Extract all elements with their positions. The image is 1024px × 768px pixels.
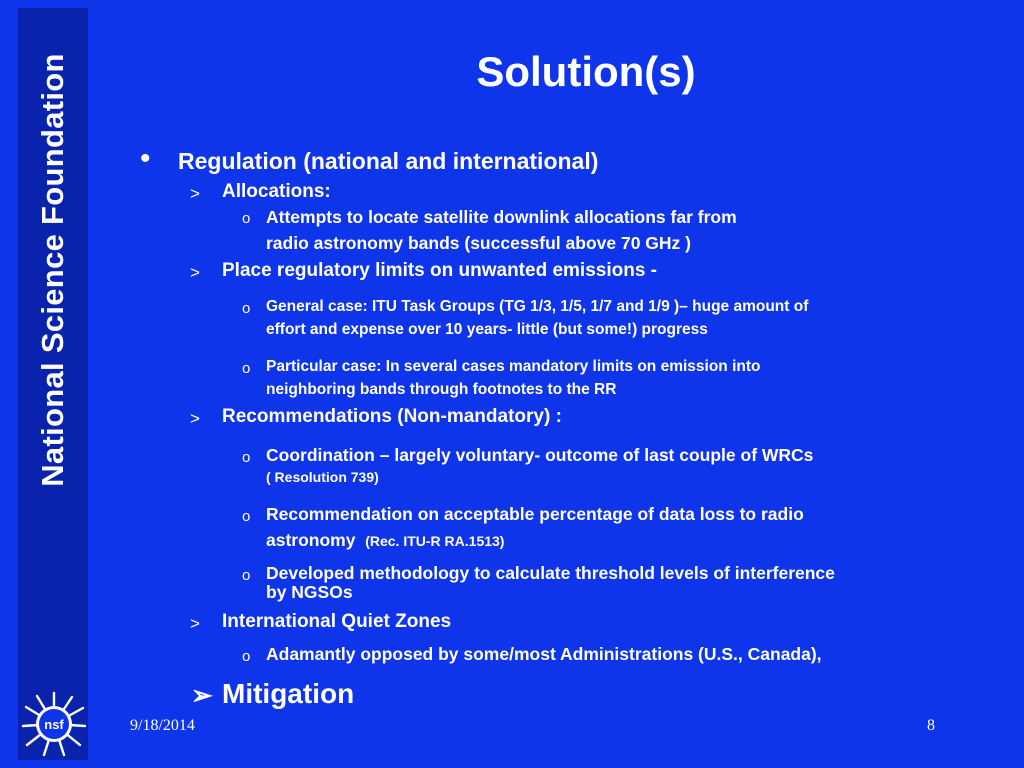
bullet-marker: • <box>140 142 151 175</box>
logo-text: nsf <box>44 717 64 732</box>
limits-general-line2: effort and expense over 10 years- little (but some!) progress <box>266 321 708 338</box>
limits-particular-line2: neighboring bands through footnotes to the RR <box>266 381 617 398</box>
methodology-line1: Developed methodology to calculate threshold levels of interference <box>266 563 835 583</box>
recommendation-line2-citation: (Rec. ITU-R RA.1513) <box>365 533 505 549</box>
page-number: 8 <box>927 717 935 734</box>
sidebar-label: National Science Foundation <box>35 53 70 487</box>
coordination-line2: ( Resolution 739) <box>266 469 379 485</box>
bullet-regulation: Regulation (national and international) <box>178 148 599 174</box>
limits-general-line1: General case: ITU Task Groups (TG 1/3, 1/5, 1/7 and 1/9 )– huge amount of <box>266 298 809 315</box>
allocations-item-line2: radio astronomy bands (successful above 70 GHz ) <box>266 233 691 253</box>
allocations-item-line1: Attempts to locate satellite downlink allocations far from <box>266 207 737 227</box>
nsf-logo-icon <box>20 690 88 758</box>
limits-particular-line1: Particular case: In several cases mandatory limits on emission into <box>266 358 761 375</box>
sub-sub-marker: o <box>242 360 251 377</box>
sub-marker: > <box>190 409 200 428</box>
methodology-line2: by NGSOs <box>266 582 353 602</box>
sub-sub-marker: o <box>242 300 251 317</box>
sub-sub-marker: o <box>242 508 251 525</box>
allocations-heading: Allocations: <box>222 181 331 202</box>
sub-sub-marker: o <box>242 567 251 584</box>
quiet-zones-heading: International Quiet Zones <box>222 611 452 632</box>
recommendation-line1: Recommendation on acceptable percentage of data loss to radio <box>266 504 804 524</box>
recommendations-heading: Recommendations (Non-mandatory) : <box>222 406 562 427</box>
sub-sub-marker: o <box>242 648 251 665</box>
recommendation-line2 <box>266 528 504 554</box>
recommendation-line2-main: astronomy <box>266 530 356 550</box>
quiet-zones-item: Adamantly opposed by some/most Administrations (U.S., Canada), <box>266 644 822 664</box>
mitigation-heading: Mitigation <box>222 678 355 709</box>
sub-sub-marker: o <box>242 210 251 227</box>
sub-marker: > <box>190 614 200 633</box>
page-title: Solution(s) <box>476 48 696 95</box>
arrow-bullet-icon: ➢ <box>191 680 213 710</box>
footer-date: 9/18/2014 <box>130 717 195 734</box>
sub-marker: > <box>190 184 200 203</box>
coordination-line1: Coordination – largely voluntary- outcome of last couple of WRCs <box>266 445 814 465</box>
sub-marker: > <box>190 263 200 282</box>
sub-sub-marker: o <box>242 449 251 466</box>
limits-heading: Place regulatory limits on unwanted emissions - <box>222 260 657 281</box>
